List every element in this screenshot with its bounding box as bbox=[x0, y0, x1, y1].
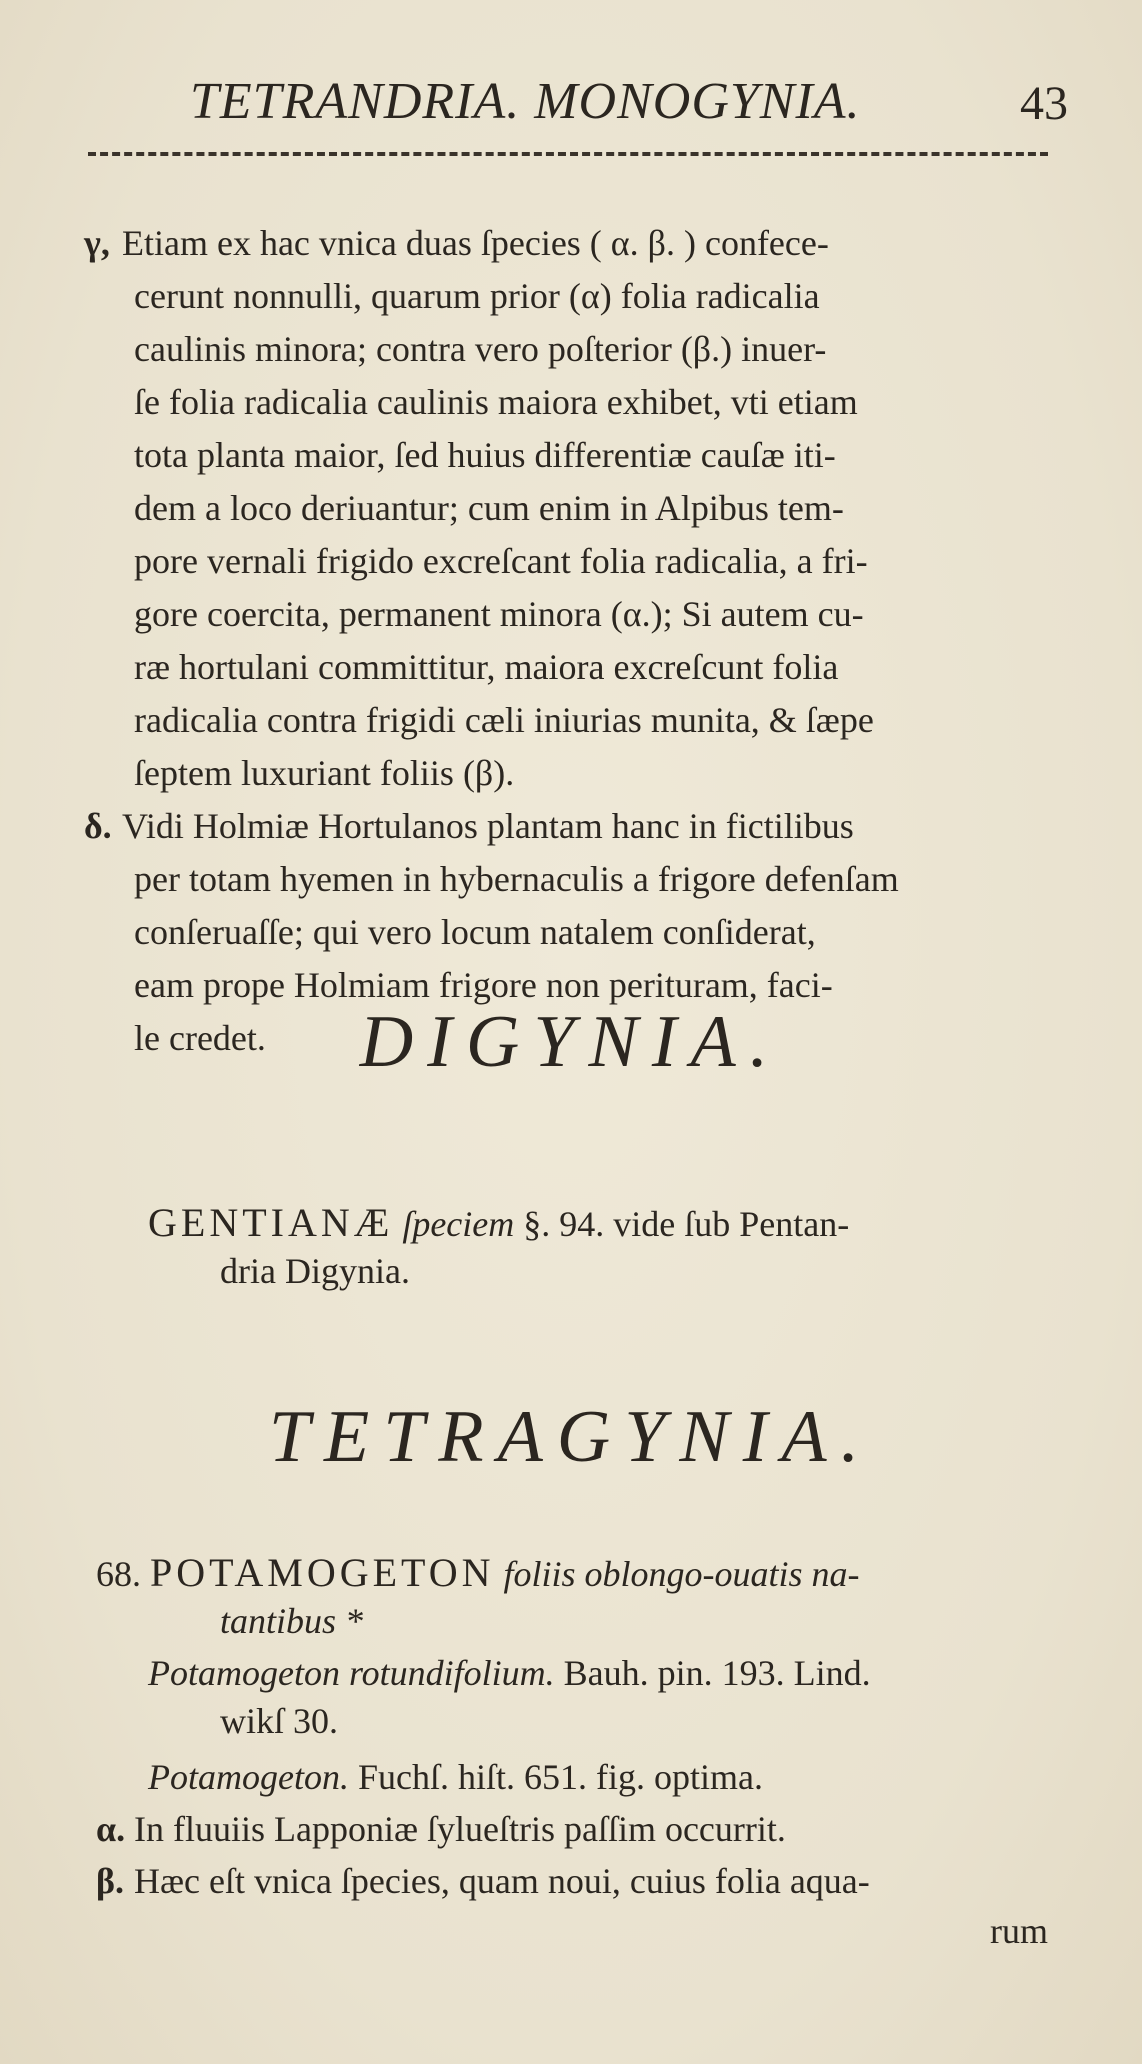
synonym-line: wikſ 30. bbox=[220, 1701, 339, 1741]
paragraph-line: per totam hyemen in hybernaculis a frigore defenſam bbox=[134, 859, 899, 899]
paragraph-line: pore vernali frigido excreſcant folia radicalia, a fri- bbox=[134, 541, 868, 581]
paragraph-marker: δ. bbox=[84, 806, 112, 846]
synonym-line: Potamogeton rotundifolium. Bauh. pin. 193. Lind. bbox=[148, 1653, 871, 1693]
section-heading-digynia: DIGYNIA. bbox=[359, 1001, 783, 1083]
entry-line: GENTIANÆ ſpeciem §. 94. vide ſub Pentan- bbox=[148, 1200, 850, 1245]
genus-name: GENTIANÆ bbox=[148, 1200, 394, 1245]
paragraph-line: ræ hortulani committitur, maiora excreſcunt folia bbox=[134, 647, 839, 687]
paragraph-line: δ. Vidi Holmiæ Hortulanos plantam hanc in fictilibus bbox=[84, 806, 854, 846]
paragraph-line: ſeptem luxuriant foliis (β). bbox=[134, 753, 515, 793]
paragraph-line: tota planta maior, ſed huius differentiæ cauſæ iti- bbox=[134, 435, 836, 475]
variety-line: β. Hæc eſt vnica ſpecies, quam noui, cuius folia aqua- bbox=[96, 1861, 870, 1901]
species-number: 68. bbox=[96, 1554, 141, 1594]
entry-line: dria Digynia. bbox=[220, 1251, 410, 1291]
entry-line: 68. POTAMOGETON foliis oblongo-ouatis na- bbox=[96, 1550, 860, 1595]
synonym-line: Potamogeton. Fuchſ. hiſt. 651. fig. optima. bbox=[148, 1757, 763, 1797]
catchword: rum bbox=[990, 1911, 1048, 1951]
paragraph-line: caulinis minora; contra vero poſterior (β.) inuer- bbox=[134, 329, 827, 369]
paragraph-line: eam prope Holmiam frigore non perituram, faci- bbox=[134, 965, 833, 1005]
entry-line: tantibus * bbox=[220, 1601, 364, 1641]
paragraph-line: dem a loco deriuantur; cum enim in Alpibus tem- bbox=[134, 488, 844, 528]
paragraph-line: gore coercita, permanent minora (α.); Si autem cu- bbox=[134, 594, 864, 634]
genus-name: POTAMOGETON bbox=[150, 1550, 495, 1595]
variety-line: α. In fluuiis Lapponiæ ſylueſtris paſſim occurrit. bbox=[96, 1809, 786, 1849]
paragraph-marker: γ, bbox=[84, 223, 110, 263]
paragraph-line: le credet. bbox=[134, 1018, 266, 1058]
section-heading-tetragynia: TETRAGYNIA. bbox=[268, 1396, 874, 1478]
paragraph-line: ſe folia radicalia caulinis maiora exhibet, vti etiam bbox=[134, 382, 858, 422]
header-rule bbox=[88, 152, 1048, 156]
running-title: TETRANDRIA. MONOGYNIA. bbox=[190, 73, 861, 130]
paragraph-line: cerunt nonnulli, quarum prior (α) folia radicalia bbox=[134, 276, 820, 316]
page-number: 43 bbox=[1020, 77, 1068, 130]
paragraph-line: conſeruaſſe; qui vero locum natalem conſiderat, bbox=[134, 912, 816, 952]
paragraph-line: radicalia contra frigidi cæli iniurias munita, & ſæpe bbox=[134, 700, 874, 740]
page-header bbox=[190, 72, 1070, 132]
paragraph-line: γ, Etiam ex hac vnica duas ſpecies ( α. β. ) confece- bbox=[84, 223, 829, 263]
